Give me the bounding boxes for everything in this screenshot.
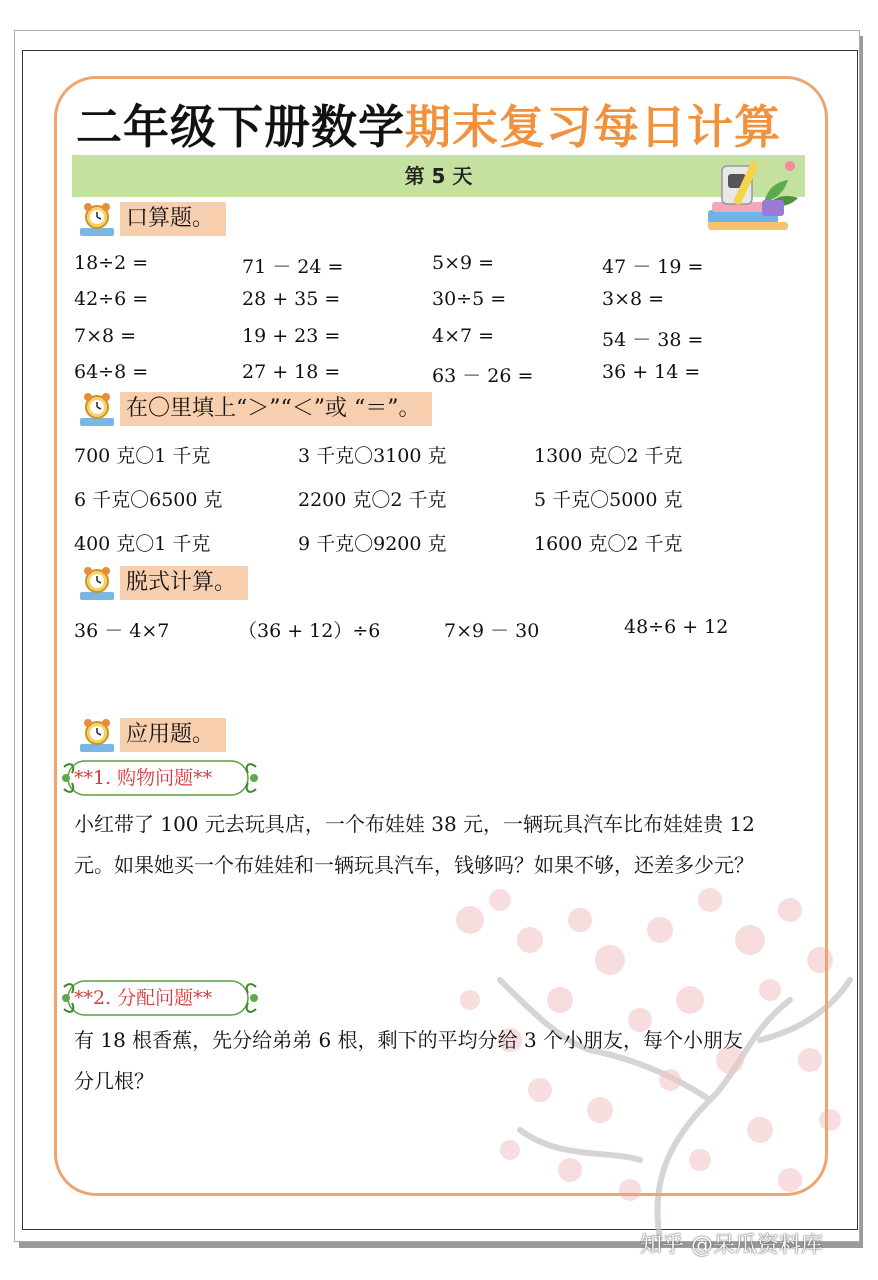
oral-item: 47 － 19 = bbox=[602, 256, 704, 278]
alarm-clock-icon bbox=[78, 566, 118, 602]
oral-item: 4×7 = bbox=[432, 325, 495, 347]
oral-item: 19 + 23 = bbox=[242, 325, 341, 347]
problem-heading-text: **1. 购物问题** bbox=[74, 767, 213, 789]
oral-item: 42÷6 = bbox=[74, 288, 149, 310]
problem-text-1 bbox=[74, 804, 814, 886]
oral-item: 28 + 35 = bbox=[242, 288, 341, 310]
compare-item: 700 克〇1 千克 bbox=[74, 445, 211, 467]
problem-line: 有 18 根香蕉，先分给弟弟 6 根，剩下的平均分给 3 个小朋友，每个小朋友 bbox=[74, 1028, 744, 1052]
alarm-clock-icon bbox=[78, 392, 118, 428]
oral-item: 5×9 = bbox=[432, 252, 495, 274]
title-part2: 期末复习每日计算 bbox=[405, 100, 781, 154]
stepwise-item: （36 + 12）÷6 bbox=[238, 620, 381, 642]
oral-item: 3×8 = bbox=[602, 288, 665, 310]
section-label-word: 应用题。 bbox=[120, 718, 226, 752]
problem-heading-text: **2. 分配问题** bbox=[74, 987, 213, 1009]
stepwise-item: 36 － 4×7 bbox=[74, 620, 170, 642]
compare-item: 5 千克〇5000 克 bbox=[534, 489, 683, 511]
section-label-oral: 口算题。 bbox=[120, 202, 226, 236]
problem-line: 小红带了 100 元去玩具店，一个布娃娃 38 元，一辆玩具汽车比布娃娃贵 12 bbox=[74, 812, 755, 836]
section-label-compare: 在〇里填上“＞”“＜”或 “＝”。 bbox=[120, 392, 432, 426]
alarm-clock-icon bbox=[78, 202, 118, 238]
stepwise-item: 7×9 － 30 bbox=[444, 620, 540, 642]
oral-item: 36 + 14 = bbox=[602, 361, 701, 383]
compare-item: 3 千克〇3100 克 bbox=[298, 445, 447, 467]
title-part1: 二年级下册数学 bbox=[76, 100, 405, 154]
compare-item: 9 千克〇9200 克 bbox=[298, 533, 447, 555]
problem-heading-1 bbox=[60, 755, 260, 801]
compare-item: 6 千克〇6500 克 bbox=[74, 489, 223, 511]
oral-item: 71 － 24 = bbox=[242, 256, 344, 278]
problem-line: 元。如果她买一个布娃娃和一辆玩具汽车，钱够吗？如果不够，还差多少元？ bbox=[74, 853, 754, 877]
page-title bbox=[76, 95, 816, 159]
compare-item: 400 克〇1 千克 bbox=[74, 533, 211, 555]
section-label-stepwise: 脱式计算。 bbox=[120, 566, 248, 600]
oral-item: 27 + 18 = bbox=[242, 361, 341, 383]
oral-item: 30÷5 = bbox=[432, 288, 507, 310]
problem-text-2 bbox=[74, 1020, 814, 1102]
oral-item: 63 － 26 = bbox=[432, 365, 534, 387]
oral-item: 18÷2 = bbox=[74, 252, 149, 274]
day-bar: 第 5 天 bbox=[72, 155, 805, 197]
oral-item: 54 － 38 = bbox=[602, 329, 704, 351]
compare-item: 1600 克〇2 千克 bbox=[534, 533, 683, 555]
compare-item: 2200 克〇2 千克 bbox=[298, 489, 447, 511]
stationery-illustration bbox=[702, 152, 812, 242]
problem-line: 分几根？ bbox=[74, 1069, 154, 1093]
stepwise-item: 48÷6 + 12 bbox=[624, 616, 729, 638]
alarm-clock-icon bbox=[78, 718, 118, 754]
watermark: 知乎 @呆瓜资料库 bbox=[640, 1233, 823, 1258]
problem-heading-2 bbox=[60, 975, 260, 1021]
oral-item: 7×8 = bbox=[74, 325, 137, 347]
oral-item: 64÷8 = bbox=[74, 361, 149, 383]
compare-item: 1300 克〇2 千克 bbox=[534, 445, 683, 467]
